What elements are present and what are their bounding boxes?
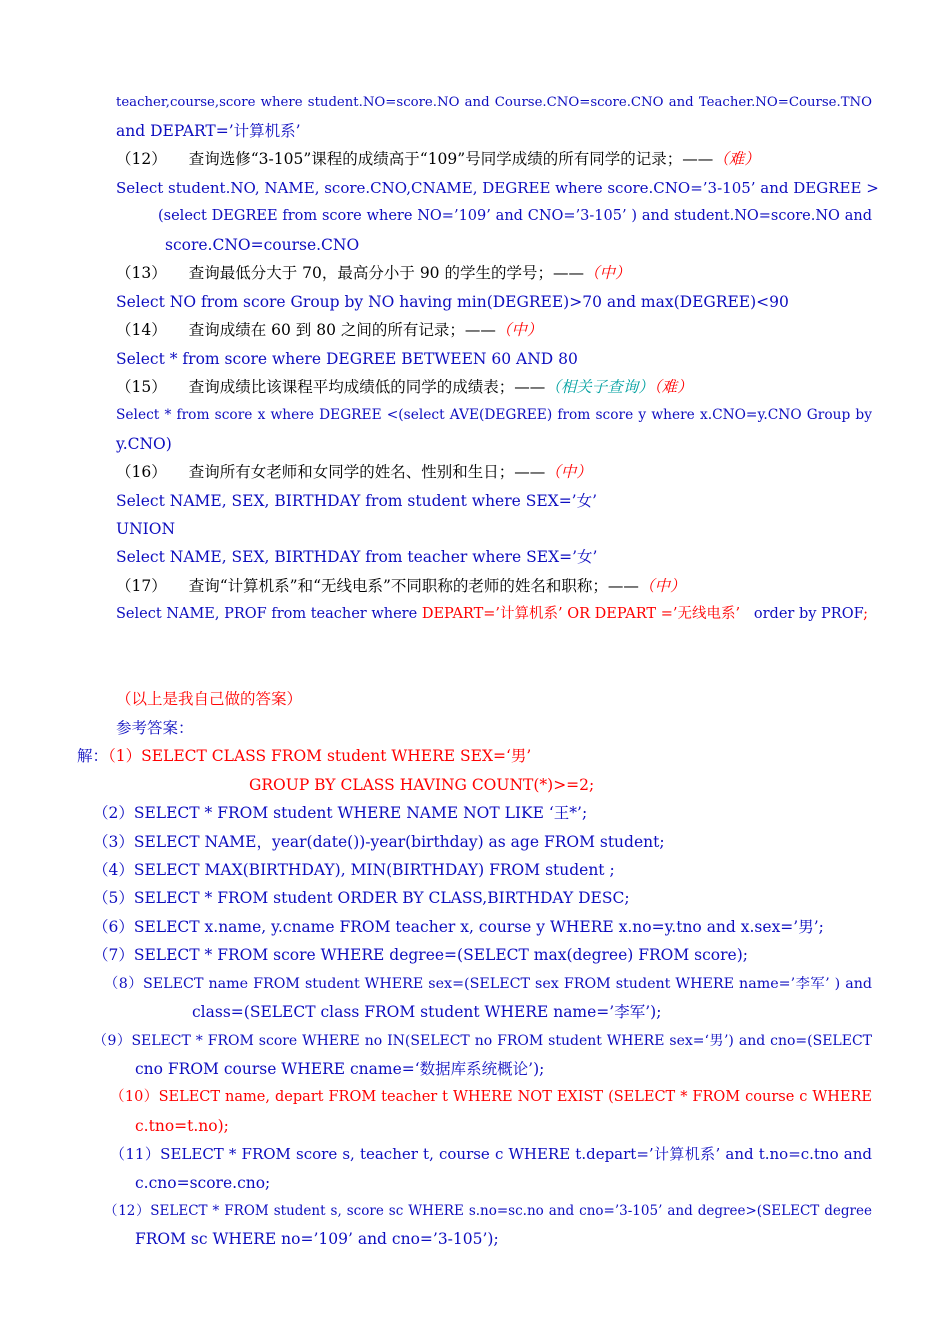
topic-tag: （相关子查询） [545,378,654,396]
text-line: FROM sc WHERE no=’109’ and cno=’3-105’); [135,1230,499,1248]
sql-part: order by PROF [753,606,864,622]
answer-7: （7）SELECT * FROM score WHERE degree=(SELECT max(degree) FROM score); [93,946,748,964]
difficulty-tag: （中） [495,321,543,339]
answer-2: （2）SELECT * FROM student WHERE NAME NOT LIKE ‘王*’; [93,804,588,822]
question-text: 查询“计算机系”和“无线电系”不同职称的老师的姓名和职称；—— [188,577,639,595]
question-13 [116,263,630,283]
text-line: (select DEGREE from score where NO=’109’ and CNO=’3-105’ ) and student.NO=score.NO and [158,208,872,224]
question-number: （16） [116,463,167,481]
question-14 [116,320,542,340]
question-text: 查询所有女老师和女同学的姓名、性别和生日；—— [188,463,546,481]
difficulty-tag: （中） [545,463,592,481]
text-line: and DEPART=’计算机系’ [116,122,301,140]
question-number: （12） [116,150,167,168]
text-line: class=(SELECT class FROM student WHERE name=’李军’); [192,1003,662,1021]
text-line: Select NAME, SEX, BIRTHDAY from student where SEX=’女’ [116,492,598,510]
sql-part: DEPART=’计算机系’ OR DEPART =’无线电系’ [421,606,741,622]
answer-3: （3）SELECT NAME，year(date())-year(birthday) as age FROM student; [93,833,665,851]
reference-answer-heading: 参考答案： [116,719,194,737]
question-number: （15） [116,378,167,396]
difficulty-tag: （难） [713,150,760,168]
text-line: cno FROM course WHERE cname=‘数据库系统概论’); [135,1060,545,1078]
answer-10: （10）SELECT name, depart FROM teacher t WHERE NOT EXIST (SELECT * FROM course c WHERE [110,1089,872,1105]
question-number: （13） [116,264,167,282]
question-text: 查询成绩在 60 到 80 之间的所有记录；—— [188,321,496,339]
question-text: 查询成绩比该课程平均成绩低的同学的成绩表；—— [188,378,546,396]
question-text: 查询最低分大于 70，最高分小于 90 的学生的学号；—— [188,264,584,282]
sql-part: ; [863,606,869,622]
question-17 [116,576,685,596]
text-line: teacher,course,score where student.NO=score.NO and Course.CNO=score.CNO and Teacher.NO=Course.TNO [116,95,872,110]
text-line: Select student.NO, NAME, score.CNO,CNAME, DEGREE where score.CNO=’3-105’ and DEGREE > [116,179,879,197]
text-line: Select NAME, SEX, BIRTHDAY from teacher where SEX=’女’ [116,548,598,566]
question-number: （17） [116,577,167,595]
text-line: Select * from score where DEGREE BETWEEN 60 AND 80 [116,350,578,368]
answer-11: （11）SELECT * FROM score s, teacher t, course c WHERE t.depart=’计算机系’ and t.no=c.tno and [110,1145,872,1163]
question-16 [116,462,592,482]
answer-6: （6）SELECT x.name, y.cname FROM teacher x, course y WHERE x.no=y.tno and x.sex=’男’; [93,918,824,936]
text-line [116,604,868,624]
text-line: score.CNO=course.CNO [165,236,360,254]
sql-part: （1）SELECT CLASS FROM student WHERE SEX=‘男’ [108,747,532,765]
difficulty-tag: （中） [638,577,686,595]
text-line: c.tno=t.no); [135,1117,229,1135]
own-answer-note: （以上是我自己做的答案） [116,690,303,708]
text-line: Select NO from score Group by NO having min(DEGREE)>70 and max(DEGREE)<90 [116,293,789,311]
text-line: GROUP BY CLASS HAVING COUNT(*)>=2; [249,776,595,794]
sql-part: Select NAME, PROF from teacher where [116,606,422,622]
answer-8: （8）SELECT name FROM student WHERE sex=(SELECT sex FROM student WHERE name=’李军’ ) and [104,976,872,992]
text-line: Select * from score x where DEGREE <(select AVE(DEGREE) from score y where x.CNO=y.CNO Group by [116,407,872,423]
difficulty-tag: （难） [653,378,693,396]
question-text: 查询选修“3-105”课程的成绩高于“109”号同学成绩的所有同学的记录；—— [188,150,714,168]
text-line: UNION [116,520,176,538]
question-12 [116,149,760,169]
text-line: y.CNO) [116,435,172,453]
answer-9: （9）SELECT * FROM score WHERE no IN(SELECT no FROM student WHERE sex=‘男’) and cno=(SELECT [93,1033,872,1049]
question-15 [116,377,693,397]
answer-12: （12）SELECT * FROM student s, score sc WHERE s.no=sc.no and cno=’3-105’ and degree>(SELECT degree [104,1203,872,1219]
answer-1 [77,746,531,766]
answer-label: 解： [77,747,109,765]
question-number: （14） [116,321,167,339]
answer-5: （5）SELECT * FROM student ORDER BY CLASS,BIRTHDAY DESC; [93,889,630,907]
difficulty-tag: （中） [583,264,631,282]
text-line: c.cno=score.cno; [135,1174,271,1192]
answer-4: （4）SELECT MAX(BIRTHDAY), MIN(BIRTHDAY) FROM student ; [93,861,615,879]
